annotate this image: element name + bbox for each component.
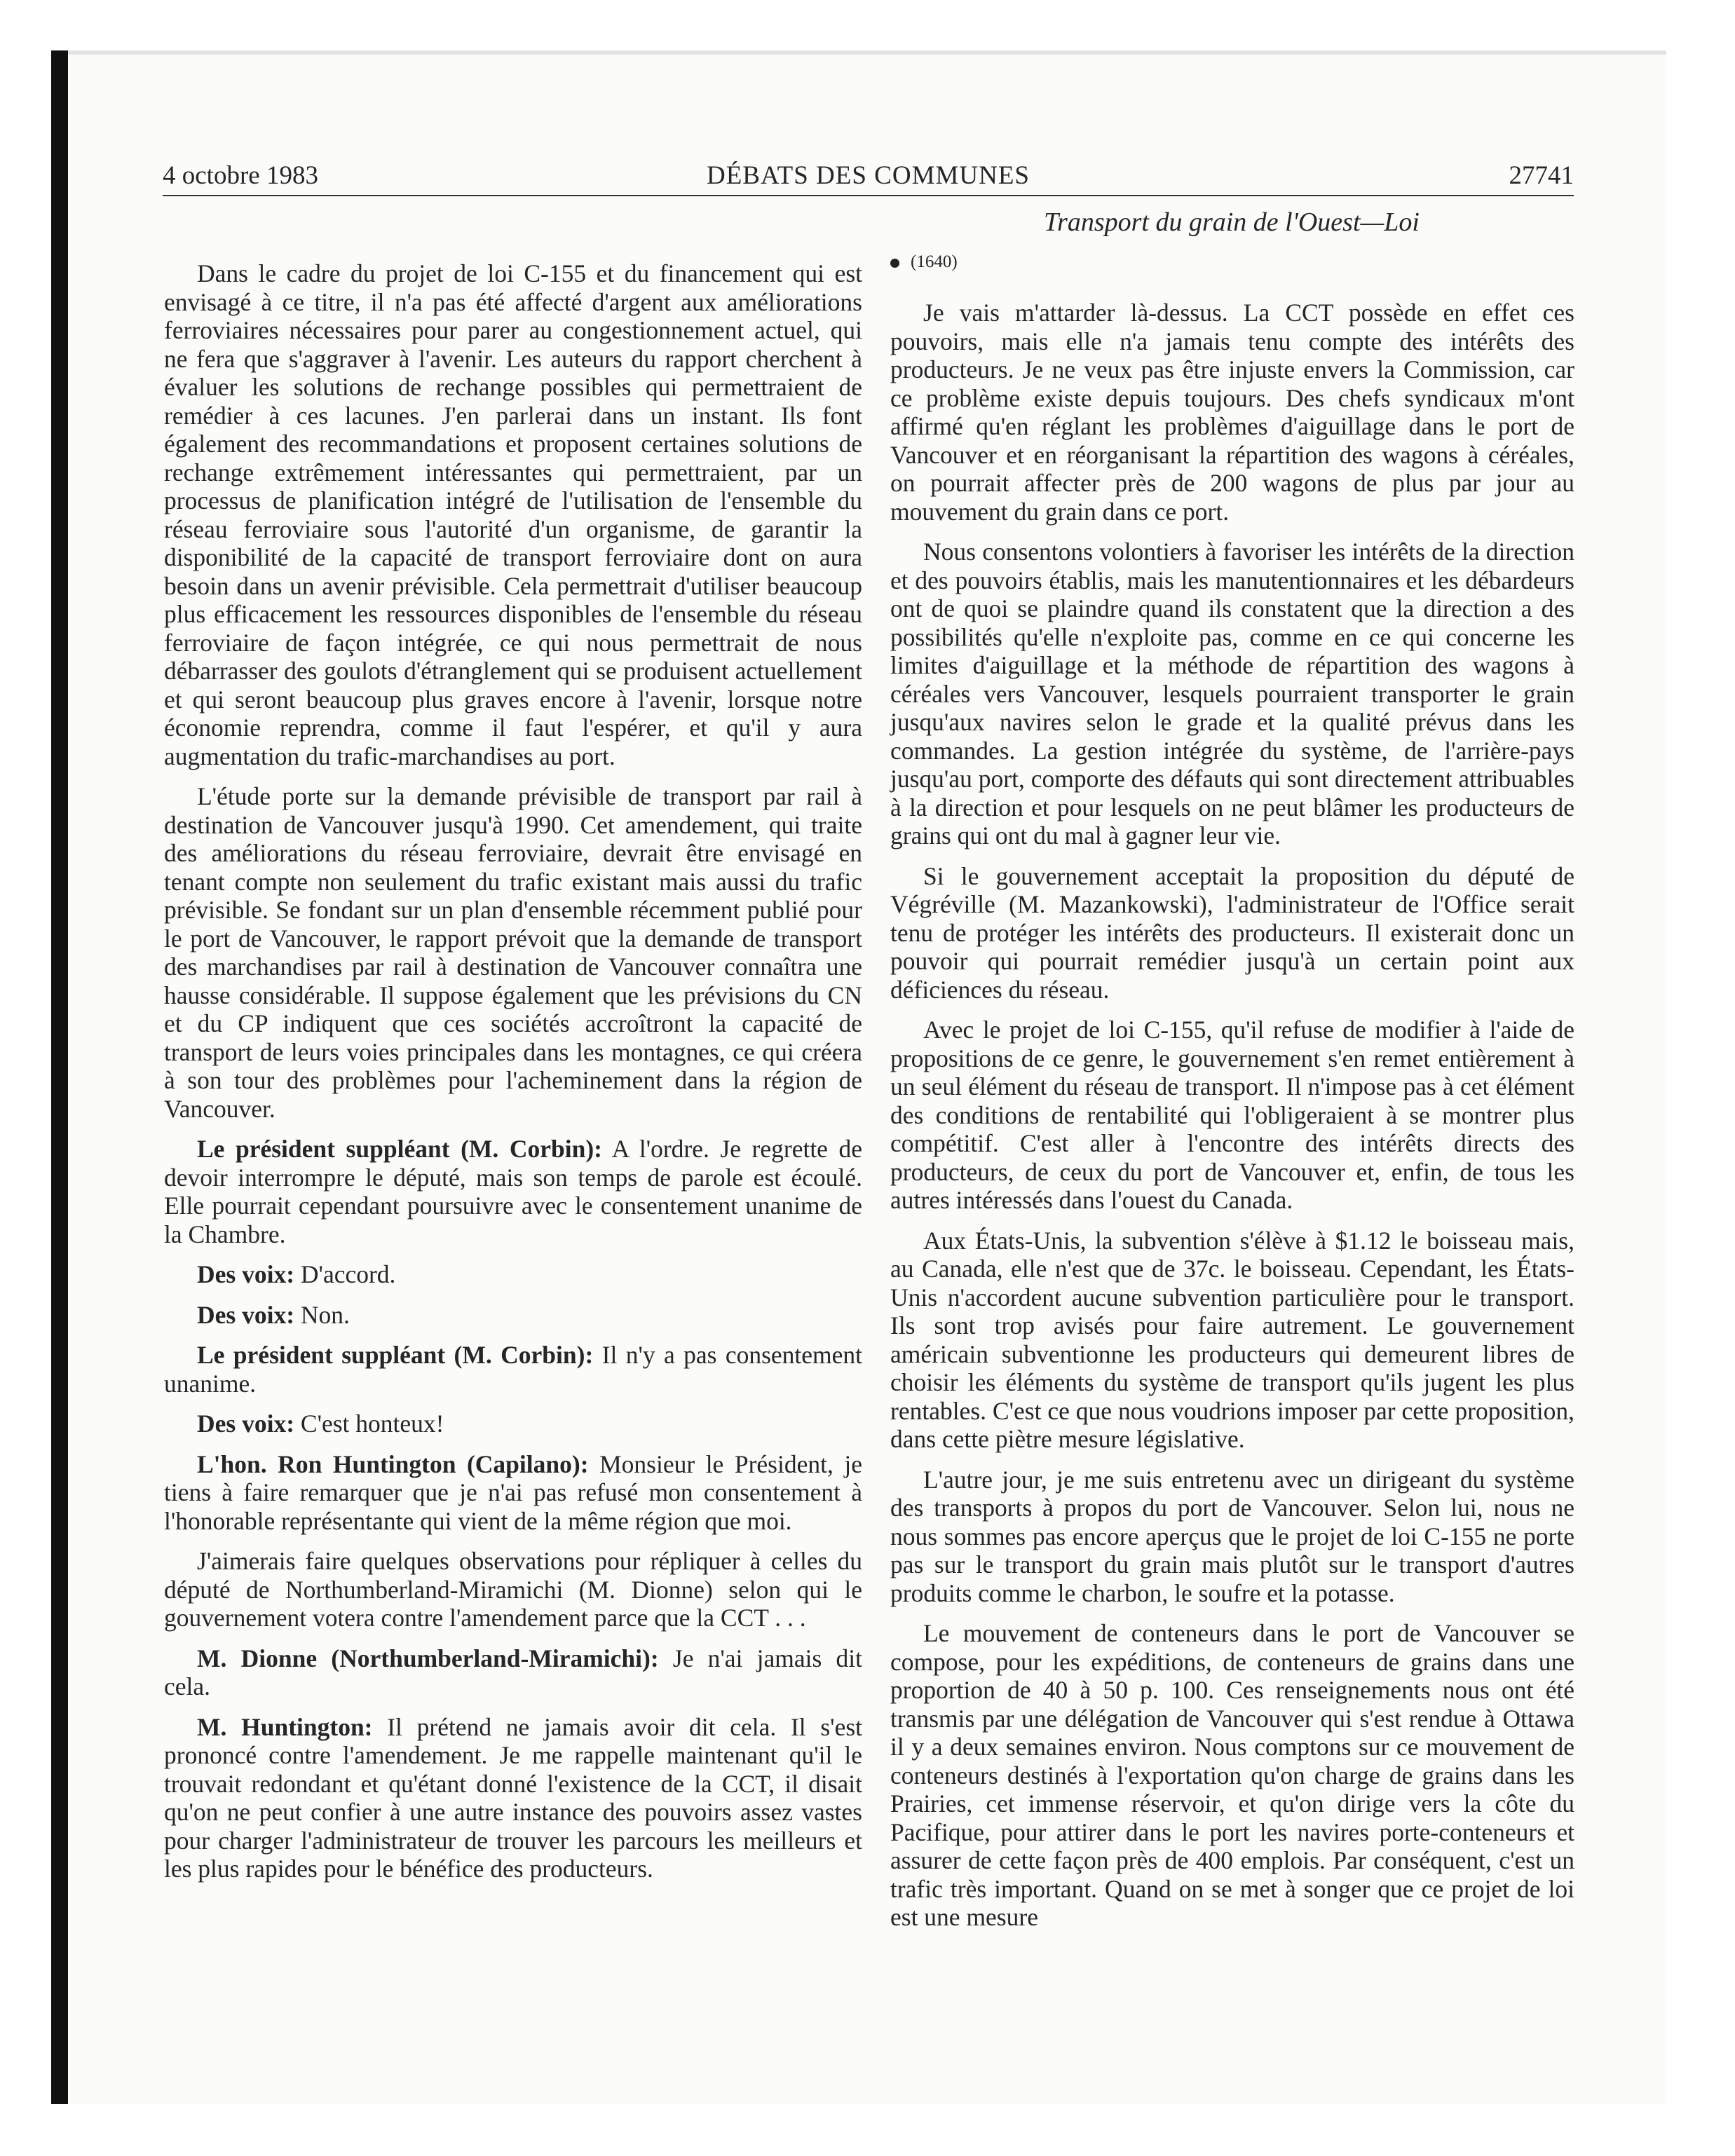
paragraph-text: Le mouvement de conteneurs dans le port de Vancouver se compose, pour les expéditions, de conteneurs de grains dans une proportion de 40 à 50 p. 100. Ces renseignements nous ont été transmis par une délégation de Vancouver qui s'est rendue à Ottawa il y a deux semaines environ. Nous comptons sur ce mouvement de conteneurs destinés à l'exportation qu'on charge de grains dans les Prairies, cet immense réservoir, et qu'on dirige vers la côte du Pacifique, pour attirer dans le port les navires porte-conteneurs et assurer de cette façon près de 400 emplois. Par conséquent, c'est un trafic très important. Quand on se met à songer que ce projet de loi est une mesure (890, 1619, 1574, 1931)
speaker-name: Le président suppléant (M. Corbin): (197, 1135, 602, 1163)
paragraph (890, 538, 1574, 850)
paragraph (890, 1016, 1574, 1215)
paragraph-text: D'accord. (300, 1260, 396, 1288)
header-date: 4 octobre 1983 (163, 161, 318, 190)
paragraph-text: C'est honteux! (300, 1410, 444, 1438)
paragraph-text: L'autre jour, je me suis entretenu avec un dirigeant du système des transports à propos du port de Vancouver. Selon lui, nous ne nous sommes pas encore aperçus que le projet de loi C-155 ne porte pas sur le transport du grain mais plutôt sur le transport d'autres produits comme le charbon, le soufre et la potasse. (890, 1465, 1574, 1607)
paragraph-text: Si le gouvernement acceptait la proposition du député de Végréville (M. Mazankowski), l'administrateur de l'Office serait tenu de protéger les intérêts des producteurs. Il existerait donc un pouvoir qui pourrait remédier jusqu'à un certain point aux déficiences du réseau. (890, 861, 1574, 1004)
scan-border (51, 50, 68, 2104)
paragraph (890, 299, 1574, 526)
speaker-name: L'hon. Ron Huntington (Capilano): (197, 1449, 589, 1478)
paragraph (164, 1547, 862, 1632)
paragraph (890, 862, 1574, 1004)
speaker-name: Des voix: (197, 1260, 295, 1288)
speaker-name: Des voix: (197, 1300, 295, 1329)
paragraph-text: Dans le cadre du projet de loi C-155 et du financement qui est envisagé à ce titre, il n'a pas été affecté d'argent aux améliorations ferroviaires nécessaires pour parer au congestionnement actuel, qui ne fera que s'aggraver à l'avenir. Les auteurs du rapport cherchent à évaluer les solutions de rechange possibles qui permettraient de remédier à ces lacunes. J'en parlerai dans un instant. Ils font également des recommandations et proposent certaines solutions de rechange extrêmement intéressantes qui permettraient, par un processus de planification intégré de l'utilisation de l'ensemble du réseau ferroviaire sous l'autorité d'un organisme, de garantir la disponibilité de la capacité de transport ferroviaire dont on aura besoin dans un avenir prévisible. Cela permettrait d'utiliser beaucoup plus efficacement les ressources disponibles de l'ensemble du réseau ferroviaire de façon intégrée, ce qui nous permettrait de nous débarrasser des goulots d'étranglement qui se produisent actuellement et qui seront beaucoup plus graves encore à l'avenir, lorsque notre économie reprendra, comme il faut l'espérer, et qu'il y aura augmentation du trafic-marchandises au port. (164, 259, 862, 770)
speaker-name: Des voix: (197, 1410, 295, 1438)
paragraph-text: A l'ordre. Je regrette de devoir interrompre le député, mais son temps de parole est écoulé. Elle pourrait cependant poursuivre avec le consentement unanime de la Chambre. (164, 1135, 862, 1248)
paragraph-text: Avec le projet de loi C-155, qu'il refuse de modifier à l'aide de propositions de ce genre, le gouvernement s'en remet entièrement à un seul élément du réseau de transport. Il n'impose pas à cet élément des conditions de rentabilité qui l'obligeraient à se montrer plus compétitif. C'est aller à l'encontre des intérêts directs des producteurs, de ceux du port de Vancouver et, enfin, de tous les autres intéressés dans l'ouest du Canada. (890, 1016, 1574, 1214)
paragraph (164, 1713, 862, 1883)
paragraph (164, 782, 862, 1123)
bullet-icon (890, 259, 899, 268)
header-journal-title: DÉBATS DES COMMUNES (706, 161, 1030, 190)
paragraph-text: Je n'ai jamais dit cela. (164, 1644, 863, 1700)
right-column (890, 299, 1574, 1944)
paragraph (164, 1450, 862, 1536)
timecode-marker (890, 252, 958, 272)
paragraph-text: L'étude porte sur la demande prévisible de transport par rail à destination de Vancouver jusqu'à 1990. Cet amendement, qui traite des améliorations du réseau ferroviaire, devrait être envisagé en tenant compte non seulement du trafic existant mais aussi du trafic prévisible. Se fondant sur un plan d'ensemble récemment publié pour le port de Vancouver, le rapport prévoit que la demande de transport des marchandises par rail à destination de Vancouver connaîtra une hausse considérable. Il suppose également que les prévisions du CN et du CP indiquent que ces sociétés accroîtront la capacité de transport de leurs voies principales dans les montagnes, ce qui créera à son tour des problèmes pour l'acheminement dans la région de Vancouver. (164, 782, 862, 1123)
paragraph (164, 1341, 862, 1398)
paragraph (164, 1135, 862, 1248)
paragraph (164, 1410, 862, 1438)
speaker-name: M. Dionne (Northumberland-Miramichi): (197, 1644, 659, 1672)
paragraph (890, 1227, 1574, 1454)
paragraph (164, 1644, 862, 1701)
paragraph-text: Non. (300, 1300, 350, 1329)
paragraph (890, 1466, 1574, 1608)
paragraph-text: Il prétend ne jamais avoir dit cela. Il s'est prononcé contre l'amendement. Je me rappelle maintenant qu'il le trouvait redondant et qu'étant donné l'existence de la CCT, il disait qu'on ne peut confier à une autre instance des pouvoirs assez vastes pour charger l'administrateur de trouver les parcours les meilleurs et les plus rapides pour le bénéfice des producteurs. (164, 1712, 862, 1883)
paragraph (890, 1619, 1574, 1932)
paragraph-text: Monsieur le Président, je tiens à faire remarquer que je n'ai pas refusé mon consentement à l'honorable représentante qui vient de la même région que moi. (164, 1449, 862, 1535)
paragraph (164, 1260, 862, 1289)
speaker-name: Le président suppléant (M. Corbin): (197, 1341, 594, 1369)
timecode-text: (1640) (911, 252, 958, 271)
page-header (163, 156, 1574, 196)
speaker-name: M. Huntington: (197, 1712, 373, 1741)
paragraph-text: J'aimerais faire quelques observations pour répliquer à celles du député de Northumberland-Miramichi (M. Dionne) selon qui le gouvernement votera contre l'amendement parce que la CCT . . . (164, 1547, 862, 1632)
paragraph-text: Je vais m'attarder là-dessus. La CCT possède en effet ces pouvoirs, mais elle n'a jamais tenu compte des intérêts des producteurs. Je ne veux pas être injuste envers la Commission, car ce problème existe depuis toujours. Des chefs syndicaux m'ont affirmé qu'en réglant les problèmes d'aiguillage dans le port de Vancouver et en réorganisant la répartition des wagons à céréales, on pourrait affecter près de 200 wagons de plus par jour au mouvement du grain dans ce port. (890, 299, 1574, 526)
paragraph-text: Aux États-Unis, la subvention s'élève à $1.12 le boisseau mais, au Canada, elle n'est que de 37c. le boisseau. Cependant, les États-Unis n'accordent aucune subvention particulière pour le transport. Ils sont trop avisés pour faire autrement. Le gouvernement américain subventionne les producteurs qui demeurent libres de choisir les éléments du système de transport qu'ils jugent les plus rentables. C'est ce que nous voudrions imposer par cette proposition, dans cette piètre mesure législative. (890, 1226, 1574, 1453)
paragraph (164, 1301, 862, 1330)
paragraph-text: Nous consentons volontiers à favoriser les intérêts de la direction et des pouvoirs établis, mais les manutentionnaires et les débardeurs ont de quoi se plaindre quand ils constatent que la direction a des possibilités qu'elle n'exploite pas, comme en ce qui concerne les limites d'aiguillage et la méthode de répartition des wagons à céréales vers Vancouver, lesquels pourraient transporter le grain jusqu'aux navires selon le grade et la qualité prévus dans les commandes. La gestion intégrée du système, de l'arrière-pays jusqu'au port, comporte des défauts qui sont directement attribuables à la direction et pour lesquels on ne peut blâmer les producteurs de grains qui ont du mal à gagner leur vie. (890, 538, 1574, 850)
running-title: Transport du grain de l'Ouest—Loi (1044, 207, 1420, 237)
paragraph (164, 259, 862, 770)
header-page-number: 27741 (1509, 161, 1574, 190)
paragraph-text: Il n'y a pas consentement unanime. (164, 1341, 863, 1398)
left-column (164, 259, 862, 1895)
